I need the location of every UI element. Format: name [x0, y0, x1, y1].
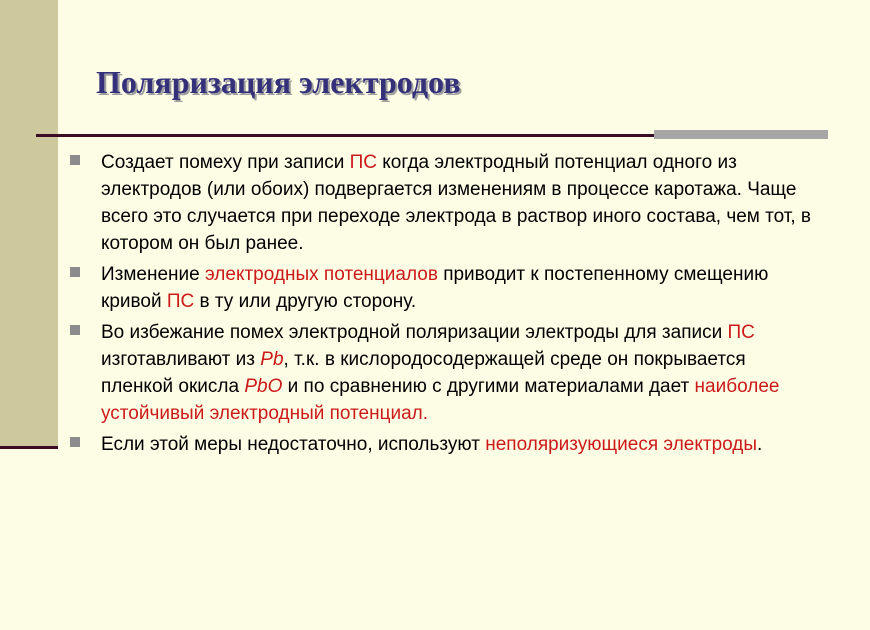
title-underline: [36, 134, 654, 137]
bullet-text: Создает помеху при записи ПС когда электродный потенциал одного из электродов (или обоих) подвергается изменениям в процессе каротажа. Чаще всего это случается при переходе электрода в раствор иного состава, чем тот, в котором он был ранее.: [101, 152, 812, 254]
bullet-item: [70, 149, 820, 257]
side-decor-rule: [0, 446, 58, 449]
bullet-text: Во избежание помех электродной поляризации электроды для записи ПС изготавливают из Pb, т.к. в кислородосодержащей среде он покрывается пленкой окисла PbO и по сравнению с другими материалами дает наиболее устойчивый электродный потенциал.: [101, 322, 780, 424]
bullet-text: Изменение электродных потенциалов приводит к постепенному смещению кривой ПС в ту или другую сторону.: [101, 264, 769, 312]
square-bullet-icon: [70, 155, 80, 165]
square-bullet-icon: [70, 267, 80, 277]
bullet-item: [70, 261, 820, 315]
square-bullet-icon: [70, 325, 80, 335]
bullet-item: [70, 319, 820, 427]
square-bullet-icon: [70, 437, 80, 447]
bullet-list: [70, 149, 820, 462]
bullet-item: [70, 431, 820, 458]
slide-title: Поляризация электродов: [96, 64, 461, 100]
title-underline-accent: [654, 130, 828, 139]
bullet-text: Если этой меры недостаточно, используют неполяризующиеся электроды.: [101, 434, 763, 455]
side-decor-band: [0, 0, 58, 448]
